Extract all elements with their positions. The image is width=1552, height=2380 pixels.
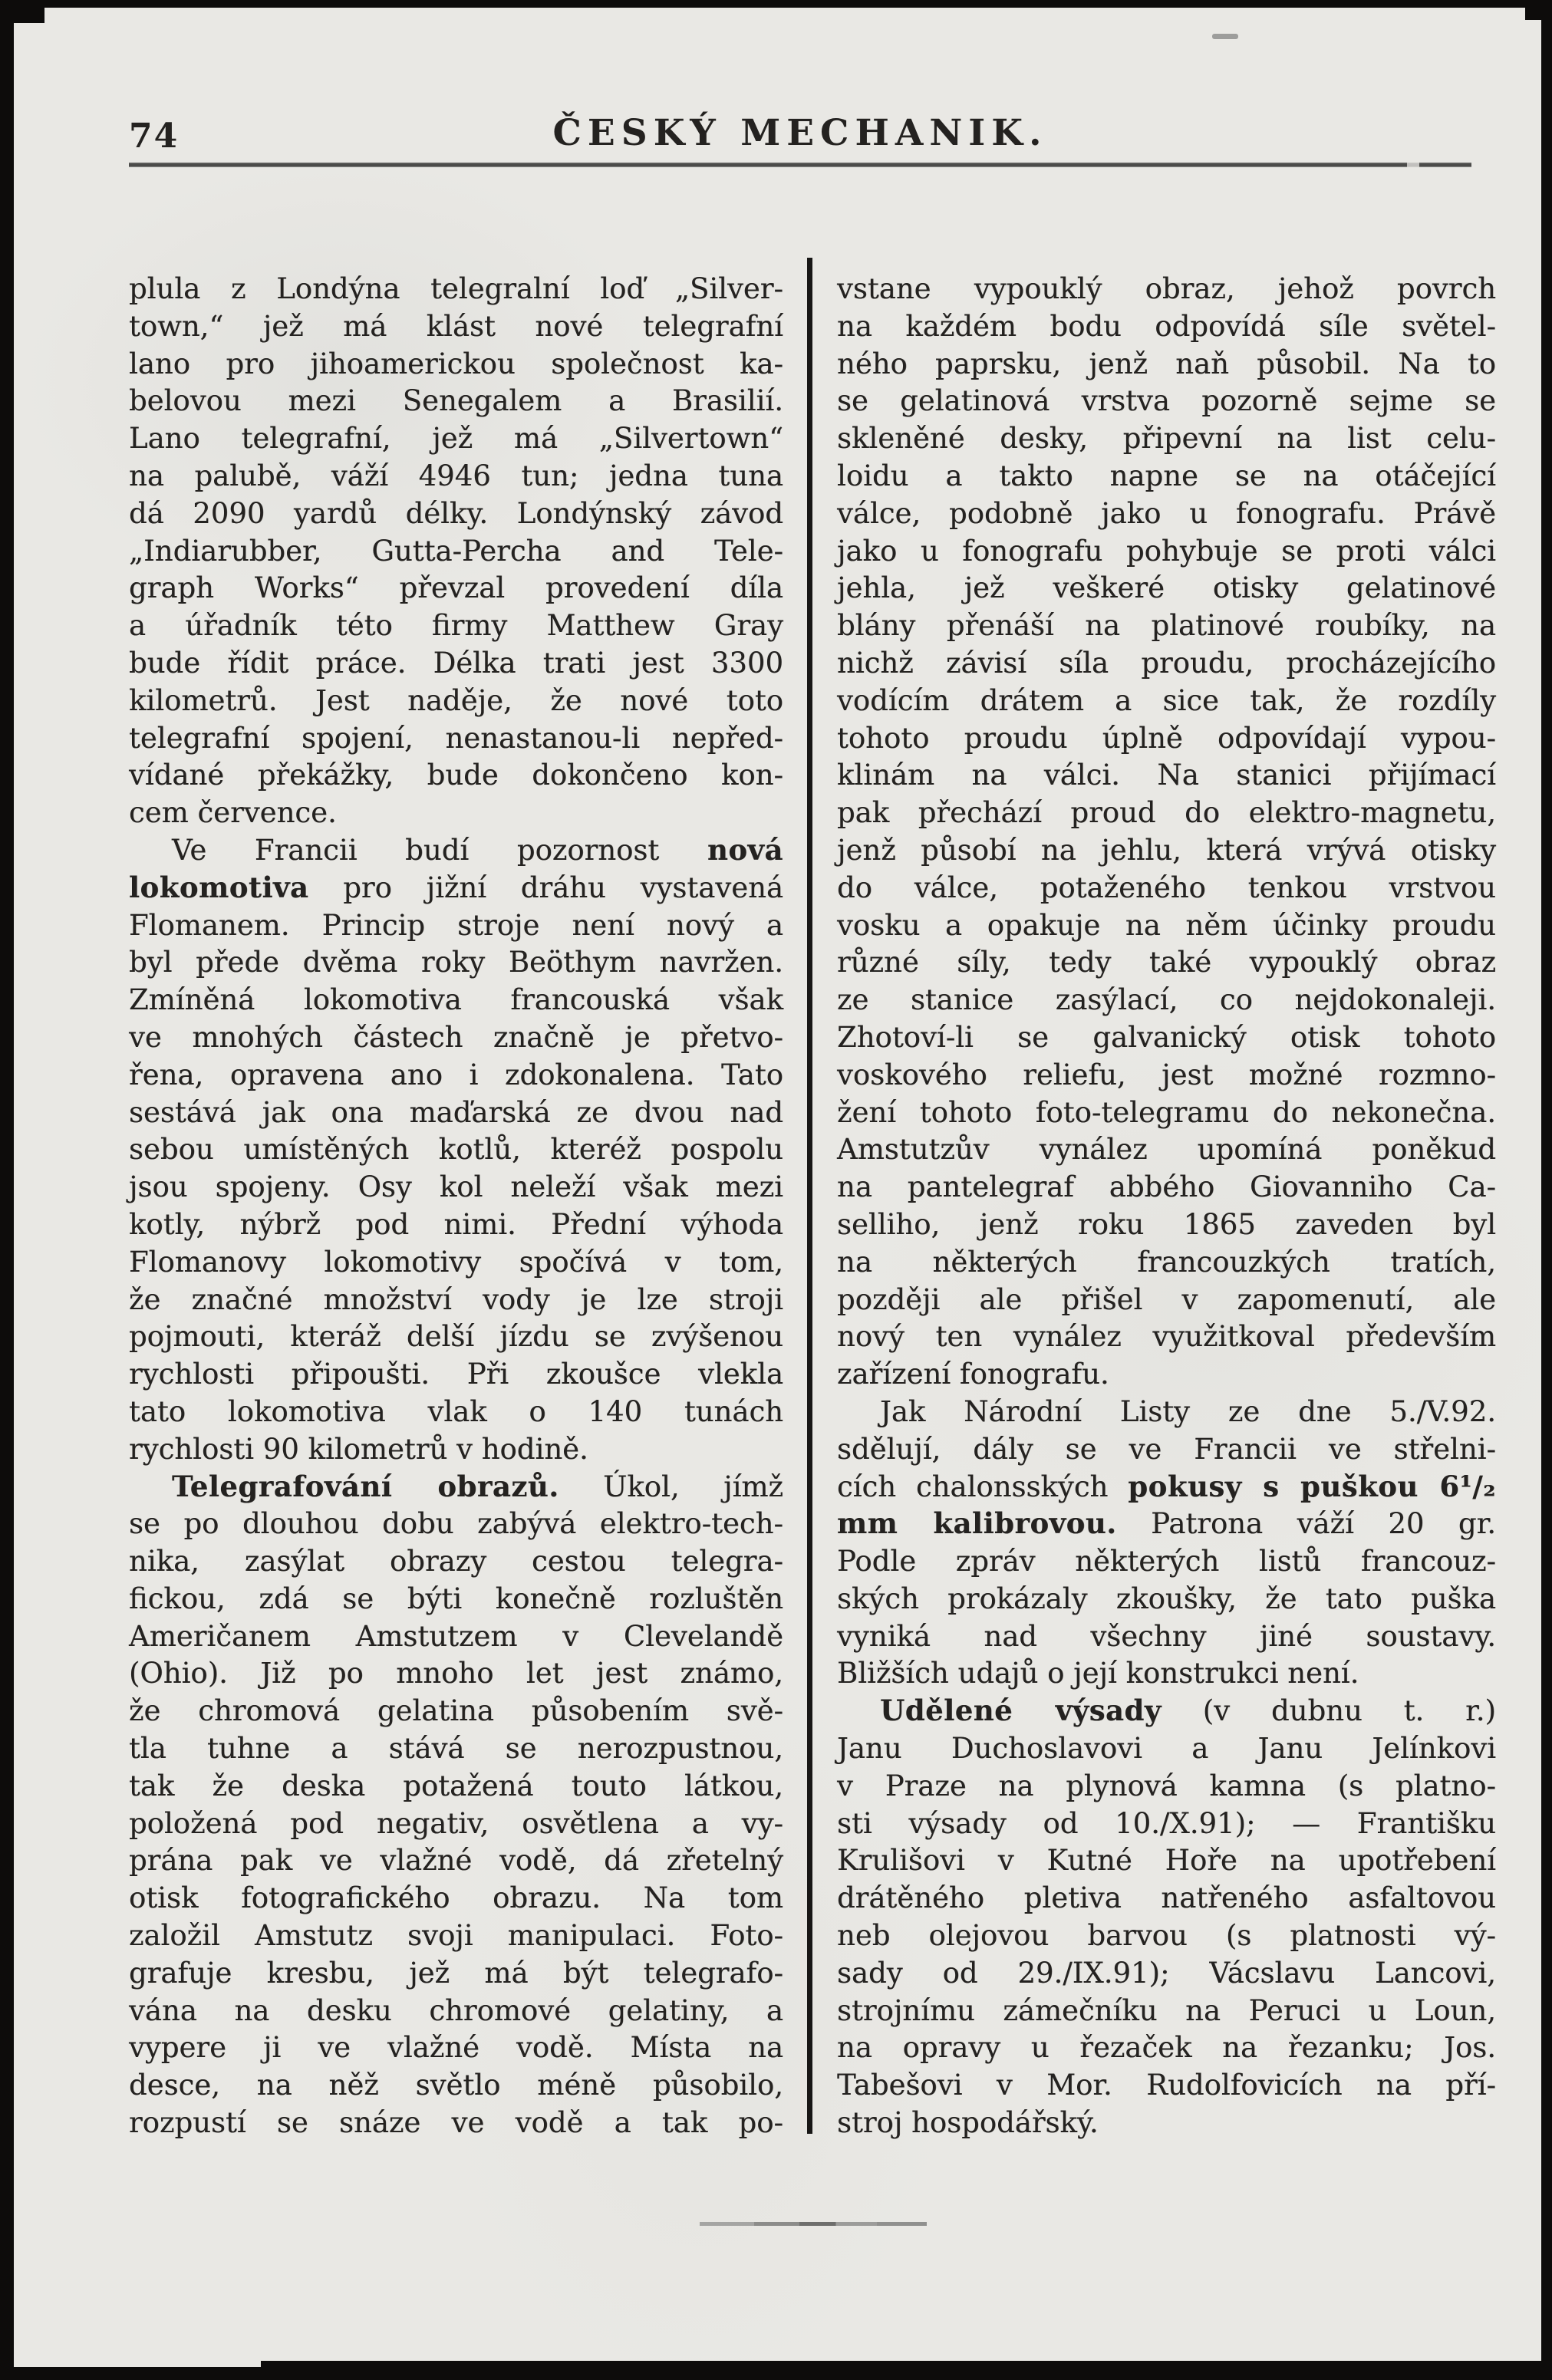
text-line	[837, 495, 1496, 532]
line-text: ských prokázaly zkoušky, že tato puška	[837, 1582, 1496, 1615]
line-text: Podle zpráv některých listů francouz-	[837, 1545, 1496, 1578]
text-line	[837, 943, 1496, 981]
text-line	[837, 1206, 1496, 1243]
text-line	[837, 532, 1496, 570]
line-text: se gelatinová vrstva pozorně sejme se	[837, 384, 1496, 418]
text-line	[837, 1580, 1496, 1618]
text-line	[129, 644, 783, 682]
header-rule	[129, 163, 1471, 167]
line-text: sady od 29./IX.91); Vácslavu Lancovi,	[837, 1956, 1496, 1990]
line-text: neb olejovou barvou (s platnosti vý-	[837, 1919, 1496, 1953]
line-text-bold: pokusy s puškou 6¹/₂	[1128, 1469, 1496, 1503]
line-text: „Indiarubber, Gutta-Percha and Tele-	[129, 534, 783, 568]
line-text: Krulišovi v Kutné Hoře na upotřebení	[837, 1844, 1496, 1878]
text-line	[129, 308, 783, 345]
journal-title: ČESKÝ MECHANIK.	[552, 112, 1048, 154]
line-text: na opravy u řezaček na řezanku; Jos.	[837, 2031, 1496, 2065]
line-text: rychlosti připoušti. Při zkoušce vlekla	[129, 1358, 783, 1391]
text-line	[129, 794, 783, 831]
text-line	[837, 1318, 1496, 1355]
text-line	[129, 1730, 783, 1767]
line-text: stroj hospodářský.	[837, 2106, 1099, 2140]
line-text: Zhotoví-li se galvanický otisk tohoto	[837, 1020, 1496, 1054]
line-text: vstane vypouklý obraz, jehož povrch	[837, 272, 1496, 305]
line-text: Jak Národní Listy ze dne 5./V.92.	[880, 1394, 1496, 1428]
line-text: ného paprsku, jenž naň působil. Na to	[837, 347, 1496, 380]
line-text: lano pro jihoamerickou společnost ka-	[129, 347, 783, 380]
text-line	[837, 1243, 1496, 1281]
text-line	[129, 345, 783, 383]
section-end-dash	[700, 2222, 927, 2226]
line-text: cem července.	[129, 796, 337, 830]
text-line	[129, 981, 783, 1019]
line-text: Bližších udajů o její konstrukci není.	[837, 1657, 1359, 1690]
text-line	[129, 2104, 783, 2141]
text-line	[129, 1767, 783, 1805]
line-text: žení tohoto foto-telegramu do nekonečna.	[837, 1095, 1496, 1129]
text-line	[837, 794, 1496, 831]
line-text: prána pak ve vlažné vodě, dá zřetelný	[129, 1844, 783, 1878]
line-text: na každém bodu odpovídá síle světel-	[837, 309, 1496, 343]
line-text: vosku a opakuje na něm účinky proudu	[837, 908, 1496, 942]
line-text: a úřadník této firmy Matthew Gray	[129, 609, 783, 643]
text-line	[837, 1468, 1496, 1506]
scan-corner-top-left	[0, 0, 44, 23]
text-line	[837, 907, 1496, 944]
line-text: dá 2090 yardů délky. Londýnský závod	[129, 496, 783, 530]
text-line	[837, 1842, 1496, 1879]
line-text: cích chalonsských	[837, 1470, 1129, 1503]
line-text: tohoto proudu úplně odpovídají vypou-	[837, 721, 1496, 755]
line-text-bold: mm kalibrovou.	[837, 1506, 1117, 1541]
line-text: sebou umístěných kotlů, kteréž pospolu	[129, 1133, 783, 1167]
text-line	[129, 1468, 783, 1506]
text-line	[837, 1542, 1496, 1580]
right-column	[837, 270, 1496, 2141]
text-line	[837, 1730, 1496, 1767]
line-text: jako u fonografu pohybuje se proti válci	[837, 534, 1496, 568]
line-text: Flomanem. Princip stroje není nový a	[129, 908, 783, 942]
line-text: vídané překážky, bude dokončeno kon-	[129, 759, 783, 792]
line-text: na palubě, váží 4946 tun; jedna tuna	[129, 459, 783, 492]
line-text: kilometrů. Jest naděje, že nové toto	[129, 683, 783, 717]
text-line	[837, 719, 1496, 757]
text-line	[837, 2104, 1496, 2141]
text-line	[129, 1992, 783, 2029]
text-line	[129, 1094, 783, 1131]
line-text: pak přechází proud do elektro-magnetu,	[837, 796, 1496, 830]
line-text-bold: lokomotiva	[129, 870, 309, 904]
line-text: desce, na něž světlo méně působilo,	[129, 2069, 783, 2102]
text-line	[129, 1168, 783, 1206]
text-line	[129, 1019, 783, 1056]
line-text: Tabešovi v Mor. Rudolfovicích na pří-	[837, 2069, 1496, 2102]
text-line	[837, 1056, 1496, 1094]
line-text: vodícím drátem a sice tak, že rozdíly	[837, 683, 1496, 717]
text-line	[837, 644, 1496, 682]
text-line	[837, 756, 1496, 794]
text-line	[837, 1992, 1496, 2029]
text-line	[837, 1019, 1496, 1056]
text-line	[837, 2029, 1496, 2066]
line-text: jenž působí na jehlu, která vrývá otisky	[837, 833, 1496, 867]
text-line	[837, 1805, 1496, 1842]
line-text: na některých francouzkých tratích,	[837, 1245, 1496, 1279]
scan-edge-bottom-thick	[261, 2361, 1552, 2380]
text-line	[129, 2066, 783, 2104]
line-text: jehla, jež veškeré otisky gelatinové	[837, 571, 1496, 605]
page-number: 74	[129, 117, 180, 156]
left-column	[129, 270, 783, 2141]
text-line	[129, 1542, 783, 1580]
line-text-after-bold: Patrona váží 20 gr.	[1116, 1507, 1496, 1541]
text-line	[837, 1954, 1496, 1992]
text-line	[837, 345, 1496, 383]
text-line	[129, 1393, 783, 1430]
line-text: Lano telegrafní, jež má „Silvertown“	[129, 422, 783, 456]
line-text: sdělují, dály se ve Francii ve střelni-	[837, 1432, 1496, 1466]
line-text: Flomanovy lokomotivy spočívá v tom,	[129, 1245, 783, 1279]
text-line	[837, 831, 1496, 869]
line-text: tato lokomotiva vlak o 140 tunách	[129, 1394, 783, 1428]
line-text: strojnímu zámečníku na Peruci u Loun,	[837, 1993, 1496, 2027]
text-line	[129, 1954, 783, 1992]
text-line	[837, 682, 1496, 719]
text-line	[837, 2066, 1496, 2104]
text-line	[129, 869, 783, 907]
text-line	[129, 420, 783, 457]
text-line	[129, 943, 783, 981]
text-line	[837, 981, 1496, 1019]
text-line	[837, 1355, 1496, 1393]
text-line	[837, 420, 1496, 457]
line-text: vypere ji ve vlažné vodě. Místa na	[129, 2031, 783, 2065]
line-text: drátěného pletiva natřeného asfaltovou	[837, 1881, 1496, 1915]
text-line	[129, 270, 783, 308]
line-text: založil Amstutz svoji manipulaci. Foto-	[129, 1919, 783, 1953]
column-divider-rule	[807, 258, 812, 2134]
text-line	[837, 1168, 1496, 1206]
text-line	[129, 1805, 783, 1842]
line-text: graph Works“ převzal provedení díla	[129, 571, 783, 605]
line-text: že chromová gelatina působením svě-	[129, 1694, 783, 1728]
line-text: položená pod negativ, osvětlena a vy-	[129, 1806, 783, 1840]
text-line	[837, 308, 1496, 345]
text-line	[129, 532, 783, 570]
line-text: plula z Londýna telegralní loď „Silver-	[129, 272, 783, 305]
text-line	[837, 1654, 1496, 1692]
line-text: selliho, jenž roku 1865 zaveden byl	[837, 1207, 1496, 1241]
line-text-after-bold: pro jižní dráhu vystavená	[308, 871, 783, 904]
text-line	[129, 756, 783, 794]
line-text: nový ten vynález využitkoval především	[837, 1320, 1496, 1354]
line-text: telegrafní spojení, nenastanou-li nepřed-	[129, 721, 783, 755]
scan-edge-left	[0, 0, 14, 2380]
text-line	[129, 457, 783, 495]
scan-corner-top-right	[1525, 0, 1552, 20]
text-line	[837, 1879, 1496, 1917]
text-line	[837, 1094, 1496, 1131]
text-line	[129, 1355, 783, 1393]
line-text: pojmouti, kteráž delší jízdu se zvýšenou	[129, 1320, 783, 1354]
text-line	[837, 1917, 1496, 1954]
text-line	[129, 2029, 783, 2066]
line-text: nichž závisí síla proudu, procházejícího	[837, 646, 1496, 680]
text-line	[837, 1505, 1496, 1542]
line-text: do válce, potaženého tenkou vrstvou	[837, 871, 1496, 904]
line-text-bold: nová	[707, 832, 783, 867]
text-line	[129, 831, 783, 869]
text-line	[837, 1281, 1496, 1318]
text-line	[129, 682, 783, 719]
text-line	[837, 869, 1496, 907]
text-line	[837, 607, 1496, 644]
line-text: různé síly, tedy také vypouklý obraz	[837, 946, 1496, 979]
line-text: se po dlouhou dobu zabývá elektro-tech-	[129, 1507, 783, 1541]
text-line	[129, 1430, 783, 1468]
line-text: ze stanice zasýlací, co nejdokonaleji.	[837, 983, 1496, 1017]
line-text: v Praze na plynová kamna (s platno-	[837, 1769, 1496, 1802]
line-text: sestává jak ona maďarská ze dvou nad	[129, 1095, 783, 1129]
line-text: sti výsady od 10./X.91); — Františku	[837, 1806, 1496, 1840]
text-line	[837, 1692, 1496, 1730]
line-text: ve mnohých částech značně je přetvo-	[129, 1020, 783, 1054]
line-text: byl přede dvěma roky Beöthym navržen.	[129, 946, 783, 979]
text-line	[129, 1243, 783, 1281]
line-text: řena, opravena ano i zdokonalena. Tato	[129, 1058, 783, 1091]
text-line	[129, 907, 783, 944]
scan-edge-right	[1541, 0, 1552, 2380]
line-text: válce, podobně jako u fonografu. Právě	[837, 496, 1496, 530]
line-text: tla tuhne a stává se nerozpustnou,	[129, 1732, 783, 1766]
line-text-after-bold: (v dubnu t. r.)	[1161, 1694, 1496, 1728]
text-line	[837, 1393, 1496, 1430]
line-text: že značné množství vody je lze stroji	[129, 1282, 783, 1316]
line-text: vyniká nad všechny jiné soustavy.	[837, 1619, 1496, 1653]
line-text: jsou spojeny. Osy kol neleží však mezi	[129, 1170, 783, 1204]
text-line	[129, 495, 783, 532]
line-text: kotly, nýbrž pod nimi. Přední výhoda	[129, 1207, 783, 1241]
line-text: rozpustí se snáze ve vodě a tak po-	[129, 2106, 783, 2140]
line-text: Amstutzův vynález upomíná poněkud	[837, 1133, 1496, 1167]
line-text: rychlosti 90 kilometrů v hodině.	[129, 1432, 588, 1466]
text-line	[129, 1206, 783, 1243]
text-line	[837, 457, 1496, 495]
text-line	[837, 1767, 1496, 1805]
line-text: Zmíněná lokomotiva francouská však	[129, 983, 783, 1017]
line-text: tak že deska potažená touto látkou,	[129, 1769, 783, 1802]
line-text: bude řídit práce. Délka trati jest 3300	[129, 646, 783, 680]
line-text: grafuje kresbu, jež má být telegrafo-	[129, 1956, 783, 1990]
text-line	[129, 1842, 783, 1879]
text-line	[837, 382, 1496, 420]
line-text: town,“ jež má klást nové telegrafní	[129, 309, 783, 343]
text-line	[837, 1430, 1496, 1468]
line-text: nika, zasýlat obrazy cestou telegra-	[129, 1545, 783, 1578]
line-text: skleněné desky, připevní na list celu-	[837, 422, 1496, 456]
text-line	[129, 1505, 783, 1542]
text-line	[837, 569, 1496, 607]
line-text-after-bold: Úkol, jímž	[559, 1470, 784, 1503]
line-text: (Ohio). Již po mnoho let jest známo,	[129, 1657, 783, 1690]
text-line	[129, 1056, 783, 1094]
text-line	[837, 270, 1496, 308]
line-text: Ve Francii budí pozornost	[172, 833, 707, 867]
line-text: otisk fotografického obrazu. Na tom	[129, 1881, 783, 1915]
text-line	[129, 569, 783, 607]
line-text-bold: Telegrafování obrazů.	[172, 1469, 559, 1503]
text-line	[837, 1131, 1496, 1168]
text-line	[129, 719, 783, 757]
line-text: na pantelegraf abbého Giovanniho Ca-	[837, 1170, 1496, 1204]
text-line	[129, 1618, 783, 1655]
line-text: belovou mezi Senegalem a Brasilií.	[129, 384, 783, 418]
line-text: loidu a takto napne se na otáčející	[837, 459, 1496, 492]
text-line	[129, 382, 783, 420]
text-line	[129, 1131, 783, 1168]
line-text: Janu Duchoslavovi a Janu Jelínkovi	[837, 1732, 1496, 1766]
line-text: klinám na válci. Na stanici přijímací	[837, 759, 1496, 792]
line-text: fickou, zdá se býti konečně rozluštěn	[129, 1582, 783, 1615]
line-text: vána na desku chromové gelatiny, a	[129, 1993, 783, 2027]
line-text: zařízení fonografu.	[837, 1358, 1109, 1391]
text-line	[129, 1879, 783, 1917]
text-line	[129, 1318, 783, 1355]
text-line	[129, 1580, 783, 1618]
line-text: Američanem Amstutzem v Clevelandě	[129, 1619, 783, 1653]
text-line	[129, 1692, 783, 1730]
text-line	[837, 1618, 1496, 1655]
text-line	[129, 1917, 783, 1954]
line-text: později ale přišel v zapomenutí, ale	[837, 1282, 1496, 1316]
scan-speck	[1212, 34, 1238, 39]
text-line	[129, 1654, 783, 1692]
text-line	[129, 607, 783, 644]
line-text: blány přenáší na platinové roubíky, na	[837, 609, 1496, 643]
line-text-bold: Udělené výsady	[880, 1694, 1162, 1728]
text-line	[129, 1281, 783, 1318]
scan-edge-top	[0, 0, 1552, 8]
line-text: voskového reliefu, jest možné rozmno-	[837, 1058, 1496, 1091]
